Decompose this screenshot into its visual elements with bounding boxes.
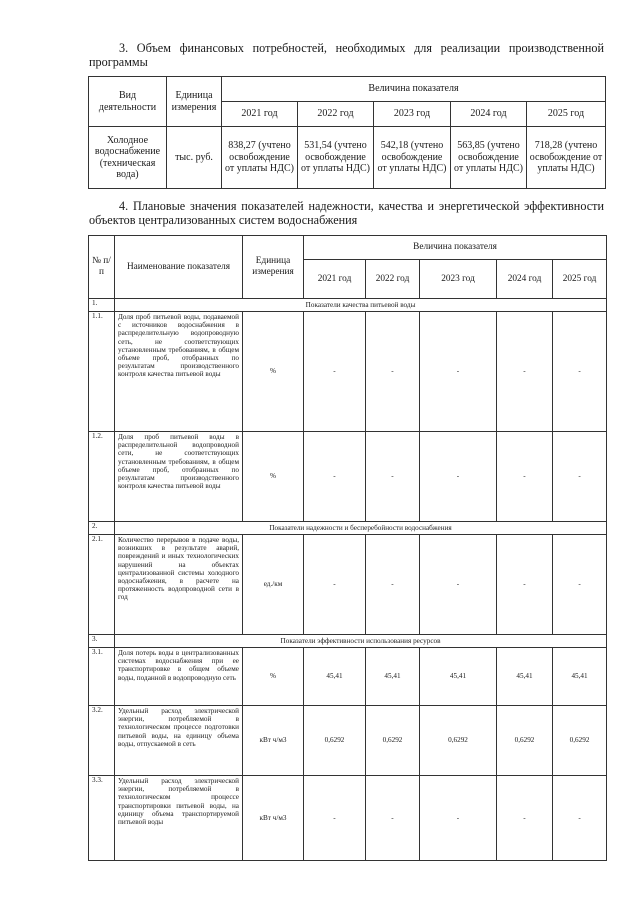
value-cell: - <box>366 776 420 861</box>
table-row <box>89 535 607 635</box>
col-header-unit: Единица измерения <box>243 236 304 299</box>
year-header: 2025 год <box>527 102 606 127</box>
col-header-value: Величина показателя <box>304 236 607 260</box>
year-header: 2022 год <box>298 102 374 127</box>
value-cell: - <box>497 535 553 635</box>
value-cell: - <box>553 776 607 861</box>
row-number: 1.1. <box>89 312 115 432</box>
value-cell: - <box>553 312 607 432</box>
group-title: Показатели эффективности использования ресурсов <box>115 635 607 648</box>
value-cell: - <box>304 312 366 432</box>
value-cell: - <box>497 776 553 861</box>
value-cell: 0,6292 <box>497 706 553 776</box>
year-header: 2021 год <box>304 260 366 299</box>
group-number: 3. <box>89 635 115 648</box>
value-cell: - <box>304 535 366 635</box>
unit-cell: кВт ч/м3 <box>243 706 304 776</box>
unit-cell: % <box>243 432 304 522</box>
value-cell: 542,18 (учтено освобождение от уплаты НДС) <box>374 127 451 189</box>
year-header: 2023 год <box>374 102 451 127</box>
year-header: 2025 год <box>553 260 607 299</box>
value-cell: 45,41 <box>553 648 607 706</box>
year-header: 2023 год <box>420 260 497 299</box>
value-cell: - <box>420 312 497 432</box>
value-cell: 45,41 <box>304 648 366 706</box>
indicator-name: Удельный расход электрической энергии, потребляемой в технологическом процессе подготовки питьевой воды, на единицу объема воды, отпускаемой в сеть <box>115 706 243 776</box>
unit-cell: тыс. руб. <box>167 127 222 189</box>
value-cell: - <box>304 776 366 861</box>
group-number: 1. <box>89 299 115 312</box>
indicator-name: Доля проб питьевой воды в распределительной водопроводной сети, не соответствующих установленным требованиям, в общем объеме проб, отобранных по результатам производственного контроля качества питьевой воды <box>115 432 243 522</box>
indicator-name: Удельный расход электрической энергии, потребляемой в технологическом процессе транспортировки питьевой воды, на единицу объема транспортируемой питьевой воды <box>115 776 243 861</box>
section-3-heading: 3. Объем финансовых потребностей, необходимых для реализации производственной программы <box>89 41 604 69</box>
group-row <box>89 635 607 648</box>
year-header: 2024 год <box>451 102 527 127</box>
row-number: 1.2. <box>89 432 115 522</box>
section-4-heading: 4. Плановые значения показателей надежности, качества и энергетической эффективности объектов централизованных систем водоснабжения <box>89 199 604 227</box>
unit-cell: % <box>243 648 304 706</box>
value-cell: - <box>553 432 607 522</box>
table-row <box>89 648 607 706</box>
unit-cell: ед./км <box>243 535 304 635</box>
unit-cell: кВт ч/м3 <box>243 776 304 861</box>
year-header: 2024 год <box>497 260 553 299</box>
table-row <box>89 432 607 522</box>
value-cell: 0,6292 <box>420 706 497 776</box>
value-cell: 45,41 <box>497 648 553 706</box>
row-number: 3.3. <box>89 776 115 861</box>
value-cell: - <box>366 432 420 522</box>
col-header-activity: Вид деятельности <box>89 77 167 127</box>
group-row <box>89 522 607 535</box>
indicators-table <box>88 235 607 861</box>
col-header-unit: Единица измерения <box>167 77 222 127</box>
value-cell: - <box>497 432 553 522</box>
group-row <box>89 299 607 312</box>
unit-cell: % <box>243 312 304 432</box>
row-number: 2.1. <box>89 535 115 635</box>
indicator-name: Доля потерь воды в централизованных системах водоснабжения при ее транспортировке в общем объеме воды, поданной в водопроводную сеть <box>115 648 243 706</box>
value-cell: 838,27 (учтено освобождение от уплаты НДС) <box>222 127 298 189</box>
indicator-name: Количество перерывов в подаче воды, возникших в результате аварий, повреждений и иных технологических нарушений на объектах централизованной системы холодного водоснабжения, в расчете на протяженность водопроводной сети в год <box>115 535 243 635</box>
table-row <box>89 312 607 432</box>
indicator-name: Доля проб питьевой воды, подаваемой с источников водоснабжения в распределительную водопроводную сеть, не соответствующих установленным требованиям, в общем объеме проб, отобранных по результатам производственного контроля качества питьевой воды <box>115 312 243 432</box>
row-number: 3.2. <box>89 706 115 776</box>
activity-cell: Холодное водоснабжение (техническая вода) <box>89 127 167 189</box>
col-header-num: № п/п <box>89 236 115 299</box>
value-cell: 0,6292 <box>553 706 607 776</box>
col-header-name: Наименование показателя <box>115 236 243 299</box>
table-row <box>89 706 607 776</box>
value-cell: - <box>420 776 497 861</box>
value-cell: 45,41 <box>420 648 497 706</box>
value-cell: - <box>366 312 420 432</box>
row-number: 3.1. <box>89 648 115 706</box>
value-cell: 718,28 (учтено освобождение от уплаты НДС) <box>527 127 606 189</box>
value-cell: - <box>553 535 607 635</box>
financial-needs-table <box>88 76 606 189</box>
value-cell: 0,6292 <box>304 706 366 776</box>
year-header: 2021 год <box>222 102 298 127</box>
group-title: Показатели качества питьевой воды <box>115 299 607 312</box>
value-cell: - <box>366 535 420 635</box>
year-header: 2022 год <box>366 260 420 299</box>
value-cell: 563,85 (учтено освобождение от уплаты НДС) <box>451 127 527 189</box>
value-cell: 531,54 (учтено освобождение от уплаты НДС) <box>298 127 374 189</box>
value-cell: 45,41 <box>366 648 420 706</box>
value-cell: - <box>420 535 497 635</box>
col-header-value: Величина показателя <box>222 77 606 102</box>
value-cell: - <box>304 432 366 522</box>
group-number: 2. <box>89 522 115 535</box>
group-title: Показатели надежности и бесперебойности водоснабжения <box>115 522 607 535</box>
table-row <box>89 776 607 861</box>
value-cell: - <box>497 312 553 432</box>
value-cell: 0,6292 <box>366 706 420 776</box>
value-cell: - <box>420 432 497 522</box>
